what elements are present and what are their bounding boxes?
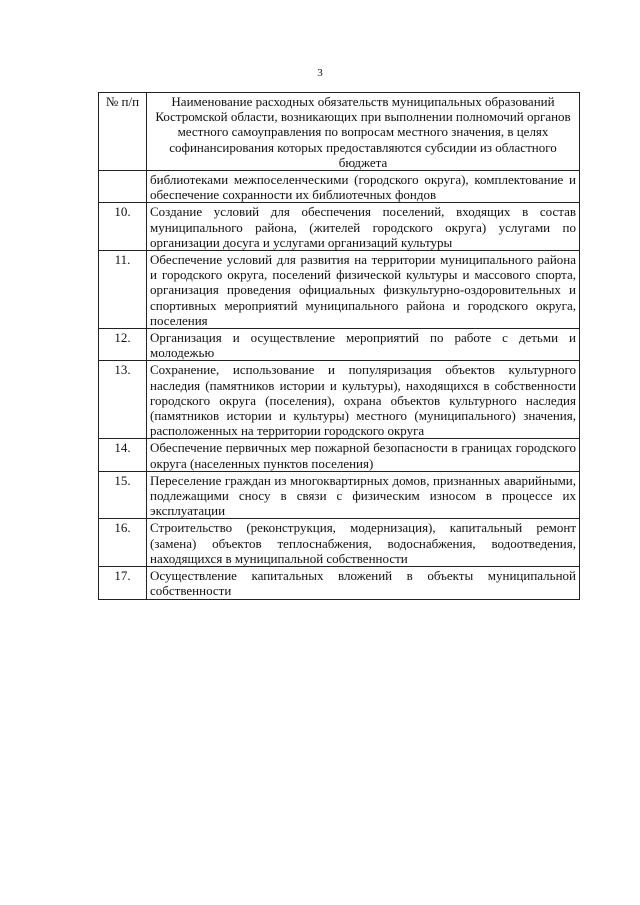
table-row [99, 203, 580, 251]
obligations-table [98, 92, 580, 600]
table-row [99, 361, 580, 439]
table-row [99, 471, 580, 519]
row-text: Сохранение, использование и популяризация объектов культурного наследия (памятников истории и культуры), находящихся в собственности городского округа (поселения), охрана объектов культурного наследия (памятников истории и культуры) местного (муниципального) значения, расположенных на территории городского округа [147, 361, 580, 439]
row-text: Переселение граждан из многоквартирных домов, признанных аварийными, подлежащими сносу в связи с физическим износом в процессе их эксплуатации [147, 471, 580, 519]
table-row [99, 567, 580, 599]
row-number: 11. [99, 251, 147, 329]
table-row [99, 329, 580, 361]
row-text: Создание условий для обеспечения поселений, входящих в состав муниципального района, (жителей городского округа) услугами по организации досуга и услугами организаций культуры [147, 203, 580, 251]
row-text: Осуществление капитальных вложений в объекты муниципальной собственности [147, 567, 580, 599]
header-number-cell: № п/п [99, 93, 147, 171]
row-text: Обеспечение первичных мер пожарной безопасности в границах городского округа (населенных пунктов поселения) [147, 439, 580, 471]
row-number: 13. [99, 361, 147, 439]
page-number: 3 [317, 67, 323, 79]
row-number: 10. [99, 203, 147, 251]
table-row [99, 519, 580, 567]
table-row [99, 171, 580, 203]
row-number: 15. [99, 471, 147, 519]
row-number: 14. [99, 439, 147, 471]
table-row [99, 439, 580, 471]
row-number: 12. [99, 329, 147, 361]
row-number: 16. [99, 519, 147, 567]
row-number: 17. [99, 567, 147, 599]
row-text: Строительство (реконструкция, модернизация), капитальный ремонт (замена) объектов теплоснабжения, водоснабжения, водоотведения, находящихся в муниципальной собственности [147, 519, 580, 567]
row-text: Организация и осуществление мероприятий по работе с детьми и молодежью [147, 329, 580, 361]
table-header-row [99, 93, 580, 171]
header-name-cell: Наименование расходных обязательств муниципальных образований Костромской области, возникающих при выполнении полномочий органов местного самоуправления по вопросам местного значения, в целях софинансирования которых предоставляются субсидии из областного бюджета [147, 93, 580, 171]
row-number [99, 171, 147, 203]
row-text: библиотеками межпоселенческими (городского округа), комплектование и обеспечение сохранности их библиотечных фондов [147, 171, 580, 203]
table-row [99, 251, 580, 329]
row-text: Обеспечение условий для развития на территории муниципального района и городского округа, поселений физической культуры и массового спорта, организация проведения официальных физкультурно-оздоровительных и спортивных мероприятий муниципального района и городского округа, поселения [147, 251, 580, 329]
